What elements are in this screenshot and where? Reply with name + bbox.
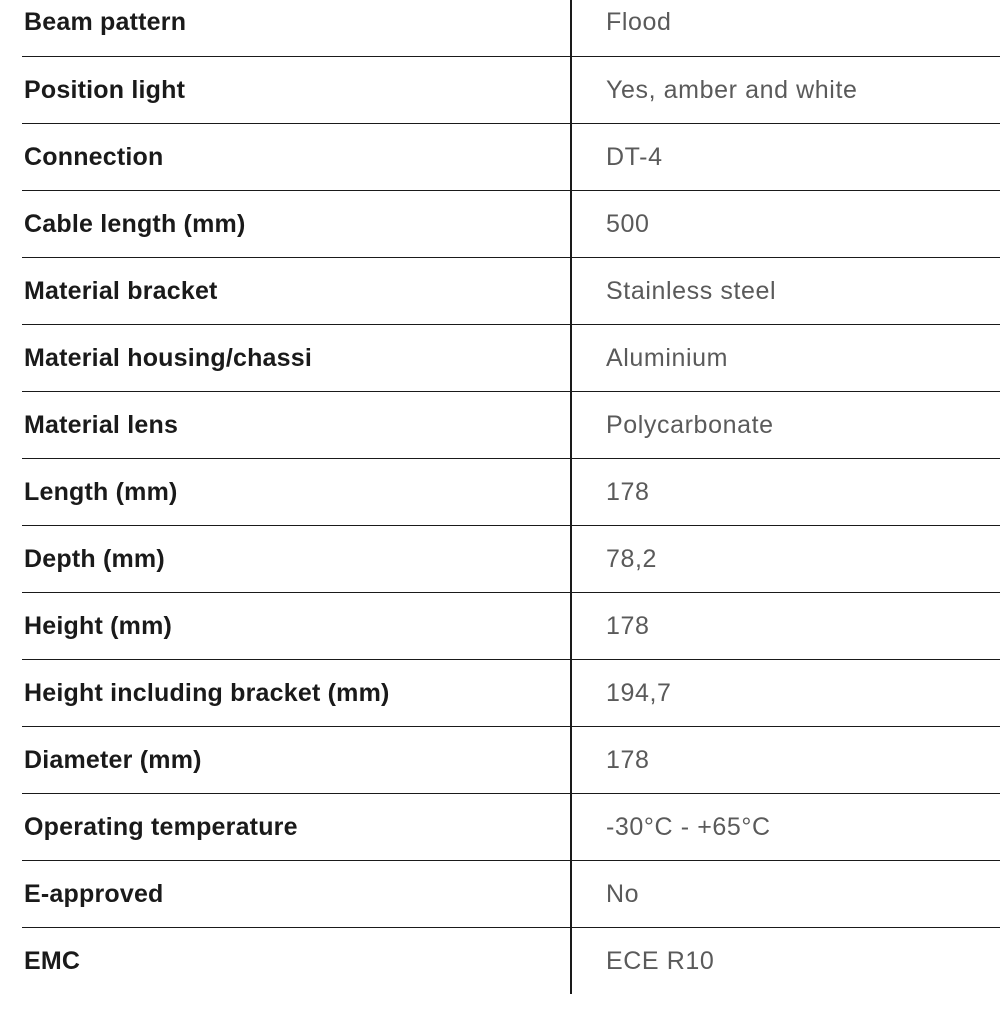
spec-row-depth bbox=[22, 526, 1000, 593]
spec-row-diameter bbox=[22, 727, 1000, 794]
spec-value: 194,7 bbox=[606, 678, 672, 707]
spec-label: Connection bbox=[24, 142, 164, 171]
spec-row-position-light bbox=[22, 57, 1000, 124]
spec-value: 500 bbox=[606, 209, 650, 238]
spec-value: 78,2 bbox=[606, 544, 658, 573]
spec-label: Material lens bbox=[24, 410, 179, 439]
spec-value: DT-4 bbox=[606, 142, 663, 171]
spec-value: 178 bbox=[606, 611, 650, 640]
spec-label: Depth (mm) bbox=[24, 544, 165, 573]
spec-label: Diameter (mm) bbox=[24, 745, 202, 774]
spec-row-height bbox=[22, 593, 1000, 660]
spec-label: EMC bbox=[24, 947, 81, 975]
spec-table bbox=[22, 0, 1000, 995]
spec-value: 178 bbox=[606, 745, 650, 774]
spec-row-material-housing bbox=[22, 325, 1000, 392]
spec-label: Operating temperature bbox=[24, 812, 298, 841]
spec-value: Flood bbox=[606, 8, 672, 36]
spec-row-length bbox=[22, 459, 1000, 526]
spec-row-material-bracket bbox=[22, 258, 1000, 325]
spec-value: Aluminium bbox=[606, 343, 729, 372]
spec-label: Length (mm) bbox=[24, 477, 178, 506]
spec-row-connection bbox=[22, 124, 1000, 191]
spec-row-material-lens bbox=[22, 392, 1000, 459]
spec-row-e-approved bbox=[22, 861, 1000, 928]
spec-label: Material housing/chassi bbox=[24, 343, 313, 372]
spec-label: Height (mm) bbox=[24, 611, 173, 640]
spec-value: Stainless steel bbox=[606, 276, 777, 305]
spec-value: Yes, amber and white bbox=[606, 75, 858, 104]
spec-value: -30°C - +65°C bbox=[606, 812, 771, 841]
spec-label: Beam pattern bbox=[24, 8, 187, 36]
spec-label: Height including bracket (mm) bbox=[24, 678, 390, 707]
spec-row-operating-temperature bbox=[22, 794, 1000, 861]
spec-row-beam-pattern bbox=[22, 0, 1000, 57]
spec-value: 178 bbox=[606, 477, 650, 506]
spec-label: Position light bbox=[24, 75, 186, 104]
spec-row-height-incl-bracket bbox=[22, 660, 1000, 727]
spec-value: Polycarbonate bbox=[606, 410, 774, 439]
spec-label: Material bracket bbox=[24, 276, 218, 305]
spec-row-emc bbox=[22, 928, 1000, 995]
spec-label: E-approved bbox=[24, 879, 164, 908]
spec-label: Cable length (mm) bbox=[24, 209, 246, 238]
spec-row-cable-length bbox=[22, 191, 1000, 258]
spec-value: ECE R10 bbox=[606, 947, 715, 975]
spec-value: No bbox=[606, 879, 640, 908]
